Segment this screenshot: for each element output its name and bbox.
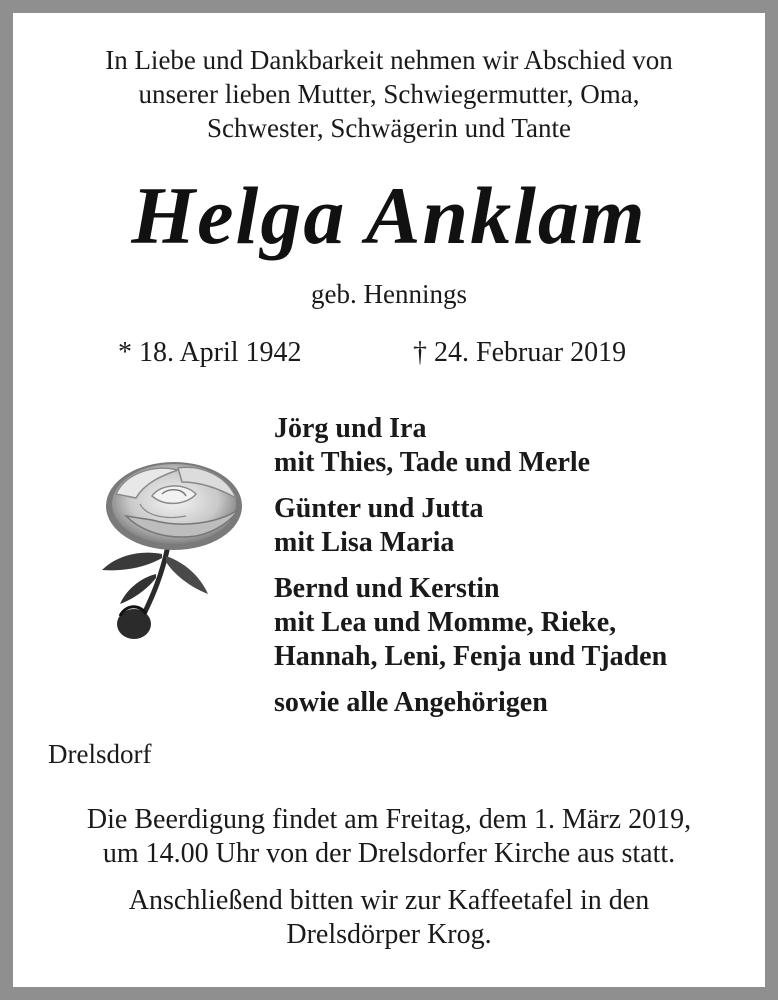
mourner-line: mit Lisa Maria bbox=[274, 527, 455, 558]
mourner-group bbox=[274, 572, 667, 674]
mourner-line: Hannah, Leni, Fenja und Tjaden bbox=[274, 641, 668, 672]
deceased-name: Helga Anklam bbox=[131, 170, 647, 261]
intro-text bbox=[20, 43, 758, 145]
maiden-name: geb. Hennings bbox=[311, 279, 467, 309]
mourners-list bbox=[274, 412, 667, 720]
mourner-line: Jörg und Ira bbox=[274, 413, 427, 444]
mourner-line: mit Lea und Momme, Rieke, bbox=[274, 607, 617, 638]
rose-icon bbox=[96, 454, 246, 644]
death-date: † 24. Februar 2019 bbox=[413, 337, 627, 368]
relatives-line: sowie alle Angehörigen bbox=[274, 687, 548, 718]
coffee-line-1: Anschließend bitten wir zur Kaffeetafel in den bbox=[128, 885, 650, 916]
funeral-info bbox=[0, 803, 778, 871]
coffee-line-2: Drelsdörper Krog. bbox=[286, 919, 492, 950]
mourner-line: Günter und Jutta bbox=[274, 493, 484, 524]
intro-line-3: Schwester, Schwägerin und Tante bbox=[207, 113, 571, 143]
mourner-line: Bernd und Kerstin bbox=[274, 573, 500, 604]
funeral-line-1: Die Beerdigung findet am Freitag, dem 1. März 2019, bbox=[86, 804, 692, 835]
mourner-group bbox=[274, 492, 667, 560]
mourner-group bbox=[274, 412, 667, 480]
coffee-info bbox=[0, 884, 778, 952]
birth-date: * 18. April 1942 bbox=[118, 337, 302, 368]
mourner-line: mit Thies, Tade und Merle bbox=[274, 447, 591, 478]
intro-line-2: unserer lieben Mutter, Schwiegermutter, Oma, bbox=[138, 79, 640, 109]
place-name: Drelsdorf bbox=[48, 739, 152, 769]
intro-line-1: In Liebe und Dankbarkeit nehmen wir Abschied von bbox=[105, 45, 673, 75]
funeral-line-2: um 14.00 Uhr von der Drelsdorfer Kirche aus statt. bbox=[102, 838, 676, 869]
